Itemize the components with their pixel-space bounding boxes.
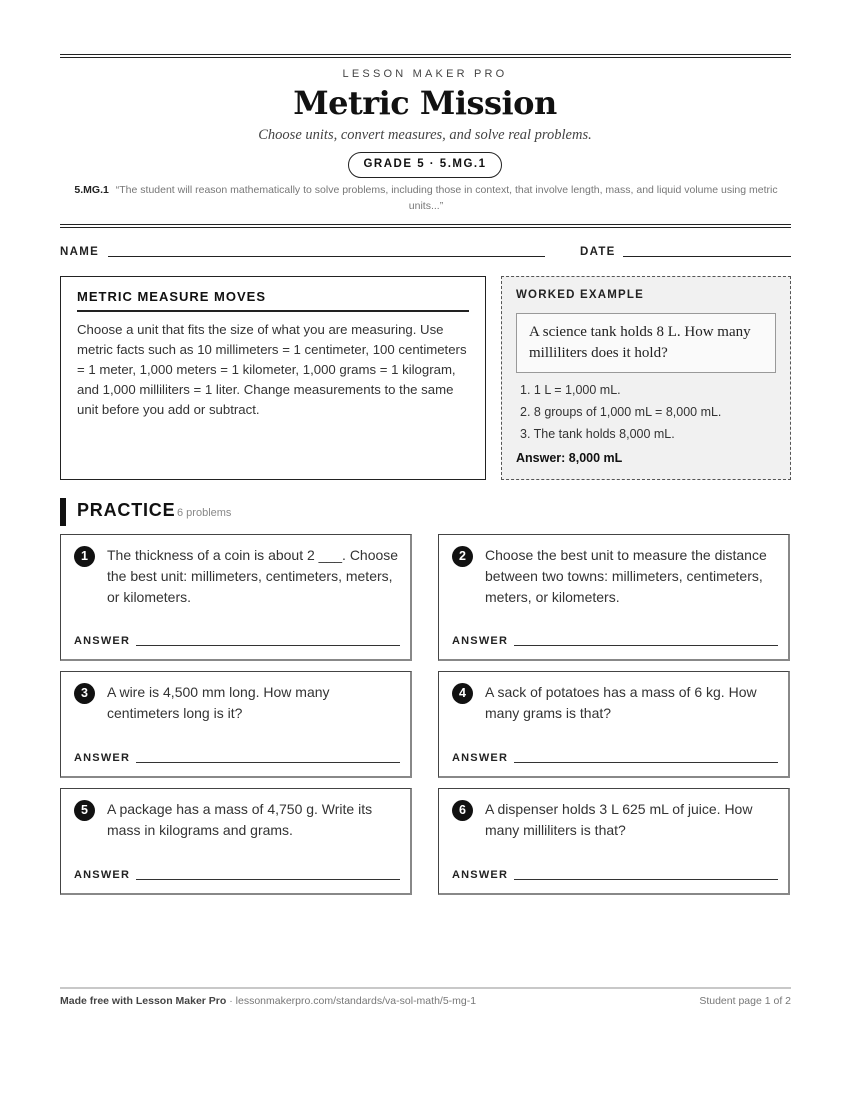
footer-made-with: Made free with Lesson Maker Pro [60, 995, 227, 1007]
answer-field[interactable] [514, 762, 778, 763]
problem-number-badge: 1 [74, 546, 95, 567]
grade-badge: GRADE 5 · 5.MG.1 [348, 152, 502, 178]
footer-rule [60, 987, 791, 989]
worked-example-answer: Answer: 8,000 mL [516, 451, 623, 465]
answer-field[interactable] [136, 645, 400, 646]
intro-heading: METRIC MEASURE MOVES [77, 289, 469, 312]
problem-number-badge: 6 [452, 800, 473, 821]
footer-url-link[interactable]: lessonmakerpro.com/standards/va-sol-math/5-mg-1 [235, 995, 477, 1007]
problem-card-2 [438, 534, 790, 661]
problem-card-5 [60, 788, 412, 895]
answer-label: ANSWER [74, 752, 131, 764]
brand-name: LESSON MAKER PRO [342, 68, 508, 80]
answer-label: ANSWER [452, 752, 509, 764]
problem-text: A package has a mass of 4,750 g. Write its mass in kilograms and grams. [107, 801, 373, 838]
answer-label: ANSWER [452, 869, 509, 881]
answer-field[interactable] [136, 879, 400, 880]
intro-panel [60, 276, 486, 480]
answer-label: ANSWER [452, 635, 509, 647]
date-field[interactable] [623, 256, 791, 257]
answer-label: ANSWER [74, 635, 131, 647]
answer-field[interactable] [514, 879, 778, 880]
worked-example-step: 3. The tank holds 8,000 mL. [520, 427, 675, 441]
standard-text: “The student will reason mathematically to solve problems, including those in context, that involve length, mass, and liquid volume using metric units...” [115, 184, 778, 212]
problem-card-4 [438, 671, 790, 778]
answer-label: ANSWER [74, 869, 131, 881]
worked-example-step: 1. 1 L = 1,000 mL. [520, 383, 621, 397]
header-bottom-rule [60, 224, 791, 228]
problem-text: A dispenser holds 3 L 625 mL of juice. How many milliliters is that? [485, 801, 753, 838]
practice-heading: PRACTICE [77, 500, 176, 520]
problem-text: The thickness of a coin is about 2 ___. Choose the best unit: millimeters, centimeters, meters, or kilometers. [107, 547, 399, 605]
name-label: NAME [60, 246, 100, 258]
problem-number-badge: 3 [74, 683, 95, 704]
header-top-rule [60, 54, 791, 58]
problem-text: Choose the best unit to measure the distance between two towns: millimeters, centimeters, meters, or kilometers. [485, 547, 767, 605]
answer-field[interactable] [514, 645, 778, 646]
worked-example-heading: WORKED EXAMPLE [516, 289, 644, 301]
footer-separator: · [226, 995, 236, 1007]
standard-description [70, 182, 782, 214]
problem-number-badge: 5 [74, 800, 95, 821]
answer-field[interactable] [136, 762, 400, 763]
problem-card-1 [60, 534, 412, 661]
worked-example-panel [501, 276, 791, 480]
date-label: DATE [580, 246, 616, 258]
worked-example-steps [516, 379, 776, 445]
standard-code: 5.MG.1 [74, 184, 109, 196]
problem-card-6 [438, 788, 790, 895]
name-field[interactable] [108, 256, 545, 257]
worksheet-subtitle: Choose units, convert measures, and solve real problems. [258, 127, 592, 143]
worked-example-problem: A science tank holds 8 L. How many milliliters does it hold? [516, 313, 776, 373]
footer-credit [60, 995, 476, 1007]
practice-count: 6 problems [177, 507, 232, 519]
problem-card-3 [60, 671, 412, 778]
problem-text: A sack of potatoes has a mass of 6 kg. How many grams is that? [485, 684, 757, 721]
worked-example-step: 2. 8 groups of 1,000 mL = 8,000 mL. [520, 405, 722, 419]
worksheet-title: Metric Mission [293, 84, 557, 122]
intro-body: Choose a unit that fits the size of what you are measuring. Use metric facts such as 10 millimeters = 1 centimeter, 100 centimeters = 1 meter, 1,000 meters = 1 kilometer, 1,000 grams = 1 kilogram, and 1,000 milliliters = 1 liter. Change measurements to the same unit before you add or subtract. [77, 322, 467, 417]
footer-page-number: Student page 1 of 2 [699, 995, 791, 1007]
problem-number-badge: 2 [452, 546, 473, 567]
problem-text: A wire is 4,500 mm long. How many centimeters long is it? [107, 684, 330, 721]
problem-number-badge: 4 [452, 683, 473, 704]
practice-accent-bar [60, 498, 66, 526]
